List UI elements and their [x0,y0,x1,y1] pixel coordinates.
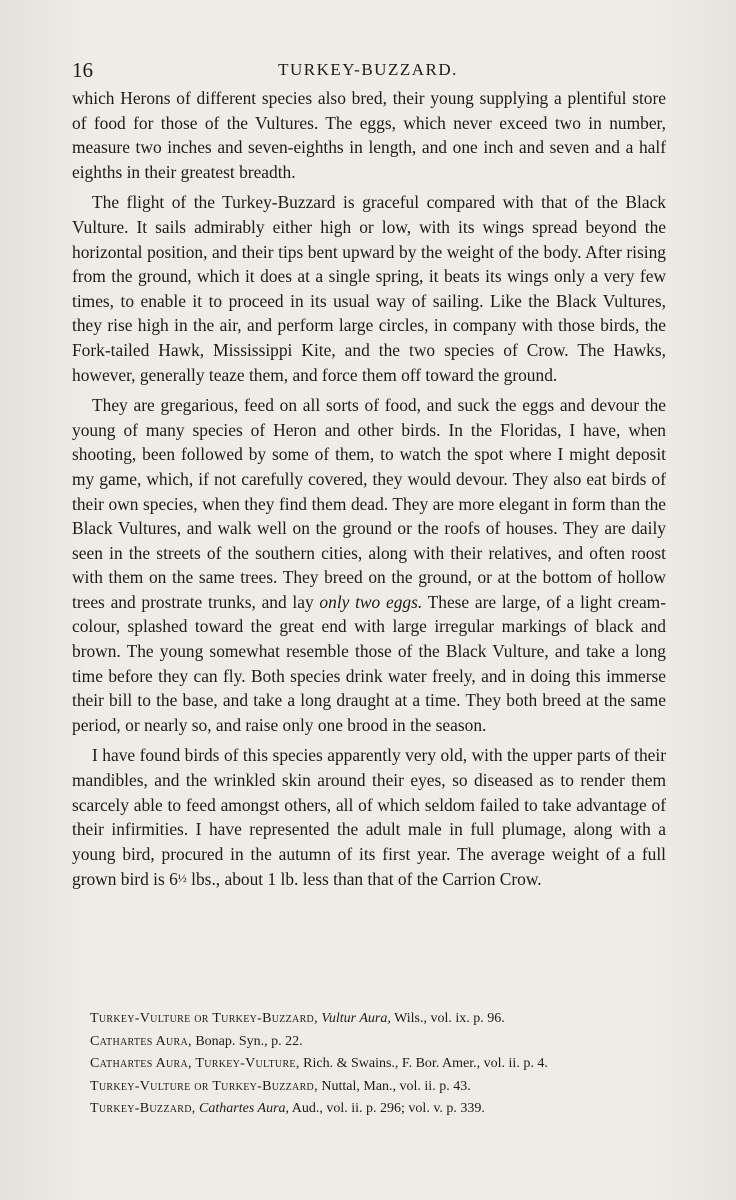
reference-names: Turkey-Vulture or Turkey-Buzzard, [90,1011,318,1026]
paragraph-3-text-a: They are gregarious, feed on all sorts of food, and suck the eggs and devour the young of many species of Heron and other birds. In the Floridas, I have, when shooting, been followed by some of them, to watch the spot where I might deposit my game, which, if not carefully covered, they would devour. They also eat birds of their own species, when they find them dead. They are more elegant in form than the Black Vultures, and walk well on the ground or the roofs of houses. They are daily seen in the streets of the southern cities, along with their relatives, and often roost with them on the same trees. They breed on the ground, or at the bottom of hollow trees and prostrate trunks, and lay [72,395,666,612]
reference-names: Turkey-Buzzard, [90,1101,196,1116]
paragraph-3-text-b: These are large, of a light cream-colour, splashed toward the great end with large irregular markings of black and brown. The young somewhat resemble those of the Black Vulture, and take a long time before they can fly. Both species drink water freely, and in doing this immerse their bill to the base, and take a long draught at a time. They both breed at the same period, or nearly so, and raise only one brood in the season. [72,591,666,735]
reference-names: Turkey-Vulture or Turkey-Buzzard, [90,1078,318,1094]
reference-line [90,1053,670,1076]
reference-line [90,1076,670,1099]
reference-line [90,1098,670,1121]
reference-citation: Nuttal, Man., vol. ii. p. 43. [317,1078,471,1094]
reference-names: Cathartes Aura, [90,1033,192,1049]
weight-fraction: ½ [177,871,187,886]
paragraph-4 [72,743,666,892]
paragraph-4-text-a: I have found birds of this species apparently very old, with the upper parts of their mandibles, and the wrinkled skin around their eyes, so diseased as to render them scarcely able to feed amongst others, all of which seldom failed to take advantage of their infirmities. I have represented the adult male in full plumage, along with a young bird, procured in the autumn of its first year. The average weight of a full grown bird is 6 [72,745,666,890]
reference-line [90,1008,670,1031]
running-head: TURKEY-BUZZARD. [278,60,458,79]
reference-citation: Bonap. Syn., p. 22. [191,1033,303,1049]
reference-citation: Aud., vol. ii. p. 296; vol. v. p. 339. [289,1101,485,1116]
synonymy-references [90,1008,670,1121]
reference-latin-name: Cathartes Aura, [199,1101,290,1116]
paragraph-3 [72,393,666,737]
paragraph-2: The flight of the Turkey-Buzzard is graceful compared with that of the Black Vulture. It sails admirably either high or low, with its wings spread beyond the horizontal position, and their tips bent upward by the weight of the body. After rising from the ground, which it does at a single spring, it beats its wings only a very few times, to enable it to proceed in its usual way of sailing. Like the Black Vultures, they rise high in the air, and perform large circles, in company with those birds, the Fork-tailed Hawk, Mississippi Kite, and the two species of Crow. The Hawks, however, generally teaze them, and force them off toward the ground. [72,192,666,385]
page-header [72,58,664,88]
reference-names: Cathartes Aura, Turkey-Vulture, [90,1056,300,1071]
paragraph-3-emphasis: only two eggs. [319,591,423,612]
reference-latin-name: Vultur Aura, [321,1011,391,1026]
reference-citation: Rich. & Swains., F. Bor. Amer., vol. ii. p. 4. [299,1056,548,1071]
reference-citation: Wils., vol. ix. p. 96. [390,1011,505,1026]
paragraph-4-text-b: lbs., about 1 lb. less than that of the Carrion Crow. [186,869,542,890]
body-text [72,86,666,898]
paragraph-1: which Herons of different species also bred, their young supplying a plentiful store of food for those of the Vultures. The eggs, which never exceed two in number, measure two inches and seven-eighths in length, and one inch and seven and a half eighths in their greatest breadth. [72,88,666,182]
reference-line [90,1031,670,1054]
page-number: 16 [72,58,93,82]
